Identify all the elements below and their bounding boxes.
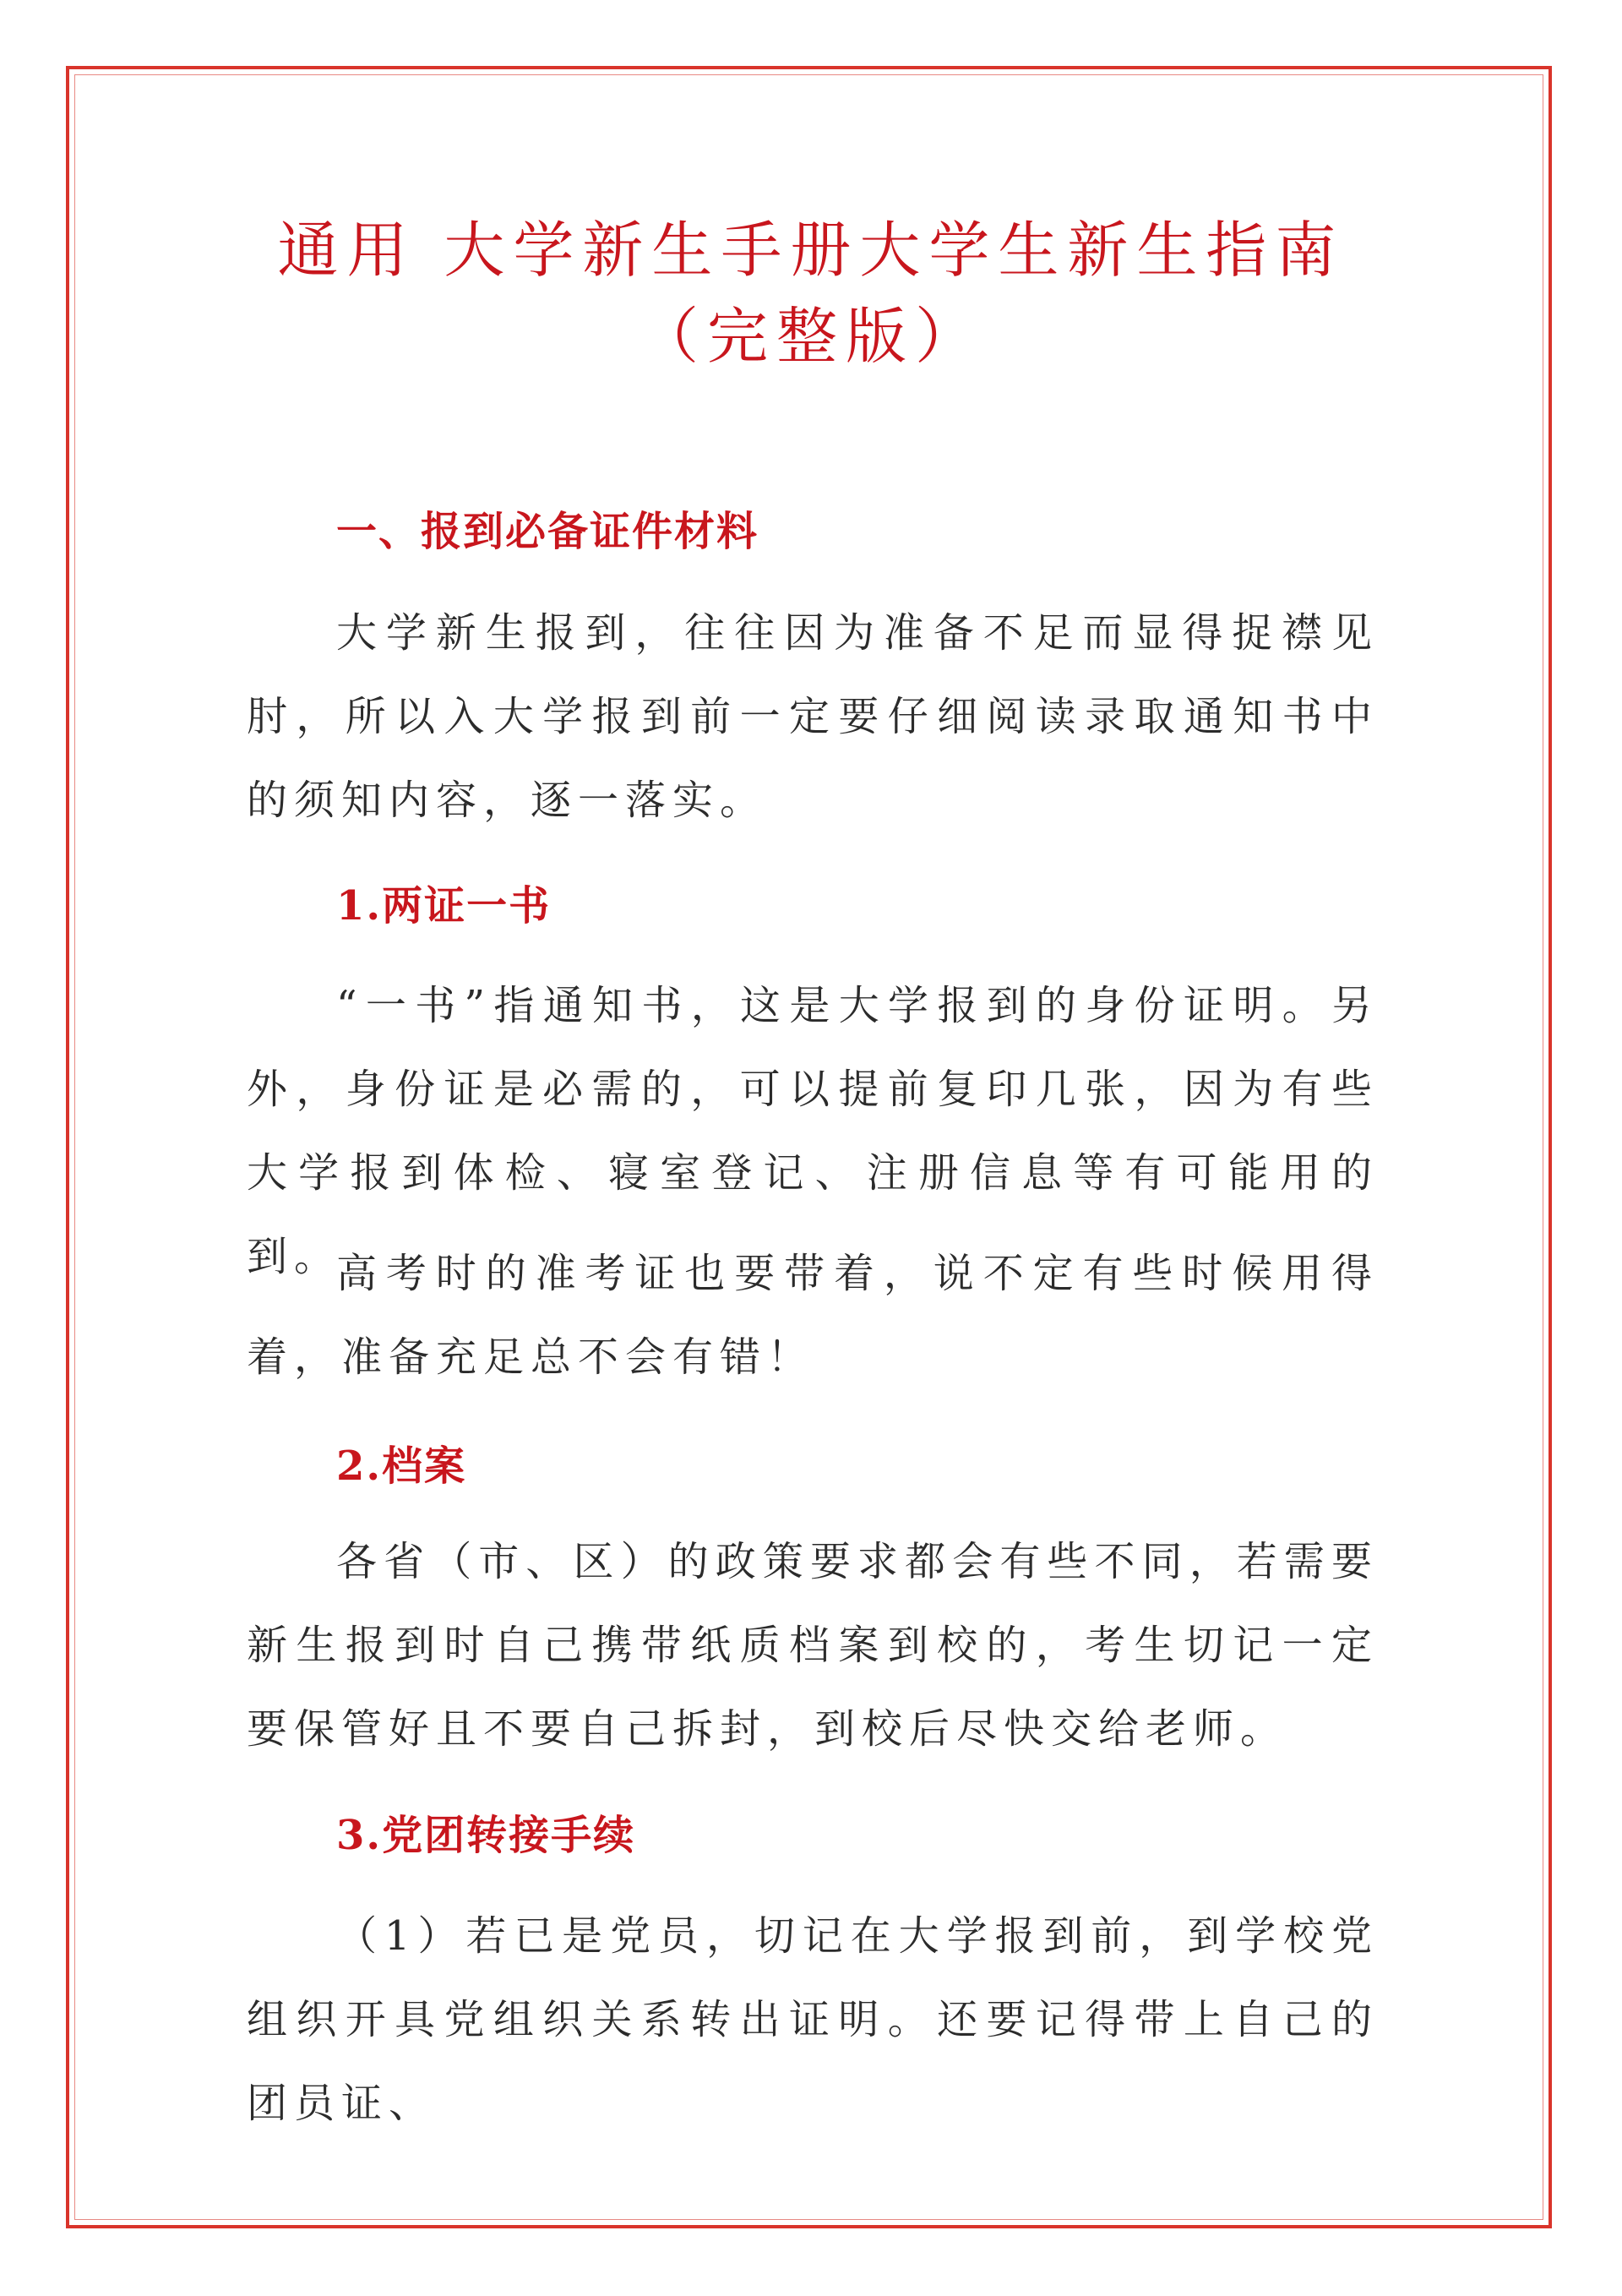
item-heading-1: 1.两证一书 [336,882,552,930]
paragraph: 高考时的准考证也要带着，说不定有些时候用得着，准备充足总不会有错！ [247,1250,1379,1381]
paragraph: “一书”指通知书，这是大学报到的身份证明。另外，身份证是必需的，可以提前复印几张，因为有些大学报到体检、寝室登记、注册信息等有可能用的到。 [247,982,1379,1280]
item-heading-2: 2.档案 [336,1442,467,1490]
document-title: 通用 大学新生手册大学生新生指南 [277,215,1345,286]
paragraph: 大学新生报到，往往因为准备不足而显得捉襟见肘，所以入大学报到前一定要仔细阅读录取通知书中的须知内容，逐一落实。 [247,609,1379,824]
document-subtitle: （完整版） [637,301,984,372]
paragraph: 各省（市、区）的政策要求都会有些不同，若需要新生报到时自己携带纸质档案到校的，考生切记一定要保管好且不要自己拆封，到校后尽快交给老师。 [247,1538,1379,1753]
section-heading-1: 一、报到必备证件材料 [336,508,759,555]
item-heading-3: 3.党团转接手续 [336,1812,636,1859]
paragraph: （1）若已是党员，切记在大学报到前，到学校党组织开具党组织关系转出证明。还要记得带上自己的团员证、 [247,1912,1379,2127]
